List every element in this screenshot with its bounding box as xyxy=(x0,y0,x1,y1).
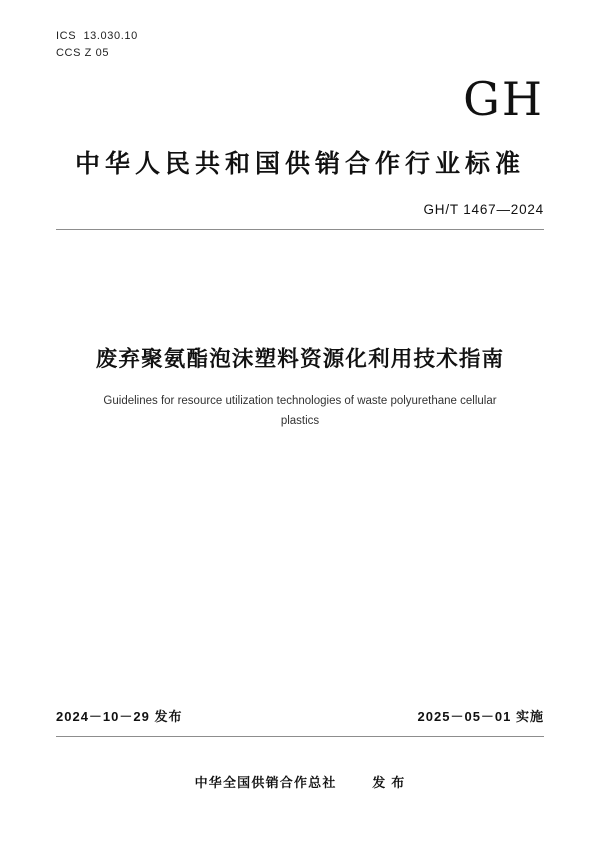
header-divider xyxy=(56,229,544,230)
document-title-chinese: 废弃聚氨酯泡沫塑料资源化利用技术指南 xyxy=(95,347,505,372)
effective-date: 2025－05－01 实施 xyxy=(417,709,544,724)
national-standard-title: 中华人民共和国供销合作行业标准 xyxy=(74,150,525,179)
gh-mark-row xyxy=(56,72,544,128)
publisher-row xyxy=(0,772,600,791)
issue-date: 2024－10－29 发布 xyxy=(56,709,183,724)
standard-number: GH/T 1467—2024 xyxy=(423,202,544,218)
document-title-english: Guidelines for resource utilization technologies of waste polyurethane cellular plastics xyxy=(103,395,497,428)
title-block xyxy=(56,342,544,431)
gh-logo-mark: GH xyxy=(463,72,544,127)
publish-label: 发 布 xyxy=(372,775,406,790)
footer-divider xyxy=(56,736,544,737)
date-row xyxy=(56,706,544,725)
ccs-code: CCS Z 05 xyxy=(56,47,110,60)
classification-codes xyxy=(56,28,544,62)
ics-code: ICS 13.030.10 xyxy=(56,30,138,42)
publisher-name: 中华全国供销合作总社 xyxy=(194,775,337,790)
